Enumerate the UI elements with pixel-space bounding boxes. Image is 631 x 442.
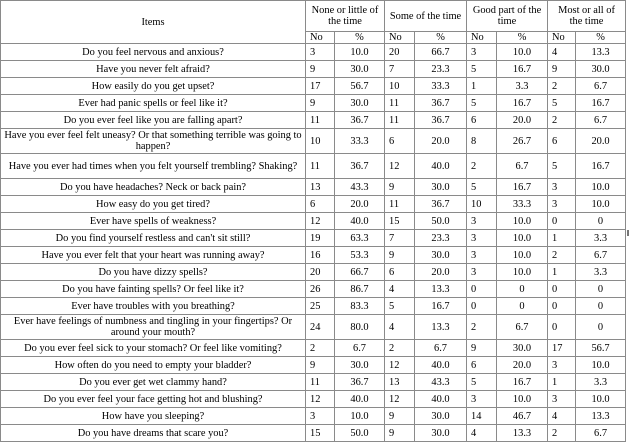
- percent-cell: 53.3: [335, 247, 385, 264]
- sub-header-no: No: [385, 32, 415, 44]
- item-question: Have you ever feel felt uneasy? Or that something terrible was going to happen?: [1, 129, 306, 154]
- table-row: [1, 179, 626, 196]
- item-question: How often do you need to empty your bladder?: [1, 357, 306, 374]
- percent-cell: 36.7: [335, 374, 385, 391]
- percent-cell: 10.0: [497, 230, 548, 247]
- percent-cell: 13.3: [497, 425, 548, 442]
- count-cell: 17: [306, 78, 335, 95]
- count-cell: 4: [385, 281, 415, 298]
- item-question: Ever have spells of weakness?: [1, 213, 306, 230]
- percent-cell: 63.3: [335, 230, 385, 247]
- percent-cell: 6.7: [415, 340, 467, 357]
- count-cell: 14: [467, 408, 497, 425]
- count-cell: 2: [306, 340, 335, 357]
- table-row: [1, 112, 626, 129]
- count-cell: 3: [548, 357, 576, 374]
- item-question: How have you sleeping?: [1, 408, 306, 425]
- percent-cell: 0: [576, 315, 626, 340]
- count-cell: 6: [306, 196, 335, 213]
- percent-cell: 0: [576, 213, 626, 230]
- items-column-header: Items: [1, 1, 306, 44]
- percent-cell: 16.7: [576, 95, 626, 112]
- count-cell: 8: [467, 129, 497, 154]
- table-row: [1, 95, 626, 112]
- count-cell: 3: [467, 391, 497, 408]
- count-cell: 5: [385, 298, 415, 315]
- percent-cell: 56.7: [576, 340, 626, 357]
- group-header-most-or-all: Most or all of the time: [548, 1, 626, 32]
- percent-cell: 20.0: [335, 196, 385, 213]
- item-question: Do you have fainting spells? Or feel like it?: [1, 281, 306, 298]
- percent-cell: 10.0: [335, 44, 385, 61]
- table-row: [1, 264, 626, 281]
- count-cell: 1: [548, 374, 576, 391]
- percent-cell: 86.7: [335, 281, 385, 298]
- percent-cell: 33.3: [335, 129, 385, 154]
- percent-cell: 33.3: [497, 196, 548, 213]
- count-cell: 15: [385, 213, 415, 230]
- item-question: Have you never felt afraid?: [1, 61, 306, 78]
- count-cell: 0: [467, 281, 497, 298]
- count-cell: 4: [548, 408, 576, 425]
- count-cell: 9: [385, 425, 415, 442]
- percent-cell: 30.0: [415, 247, 467, 264]
- count-cell: 9: [385, 408, 415, 425]
- count-cell: 0: [548, 213, 576, 230]
- table-row: [1, 61, 626, 78]
- percent-cell: 36.7: [415, 112, 467, 129]
- percent-cell: 10.0: [576, 357, 626, 374]
- percent-cell: 26.7: [497, 129, 548, 154]
- count-cell: 12: [385, 357, 415, 374]
- percent-cell: 36.7: [335, 154, 385, 179]
- table-row: [1, 129, 626, 154]
- count-cell: 12: [385, 391, 415, 408]
- count-cell: 2: [467, 315, 497, 340]
- table-row: [1, 357, 626, 374]
- percent-cell: 40.0: [335, 391, 385, 408]
- count-cell: 20: [385, 44, 415, 61]
- table-row: [1, 213, 626, 230]
- item-question: Do you feel nervous and anxious?: [1, 44, 306, 61]
- count-cell: 6: [548, 129, 576, 154]
- percent-cell: 6.7: [576, 112, 626, 129]
- percent-cell: 10.0: [497, 44, 548, 61]
- table-row: [1, 298, 626, 315]
- count-cell: 5: [548, 154, 576, 179]
- percent-cell: 56.7: [335, 78, 385, 95]
- percent-cell: 36.7: [335, 112, 385, 129]
- percent-cell: 30.0: [576, 61, 626, 78]
- percent-cell: 30.0: [335, 95, 385, 112]
- item-question: Do you ever feel like you are falling apart?: [1, 112, 306, 129]
- percent-cell: 6.7: [497, 315, 548, 340]
- count-cell: 10: [467, 196, 497, 213]
- table-row: [1, 247, 626, 264]
- percent-cell: 20.0: [576, 129, 626, 154]
- percent-cell: 30.0: [415, 425, 467, 442]
- percent-cell: 10.0: [497, 213, 548, 230]
- percent-cell: 23.3: [415, 230, 467, 247]
- table-row: [1, 230, 626, 247]
- count-cell: 10: [306, 129, 335, 154]
- table-row: [1, 340, 626, 357]
- percent-cell: 3.3: [576, 374, 626, 391]
- count-cell: 9: [385, 247, 415, 264]
- percent-cell: 16.7: [576, 154, 626, 179]
- percent-cell: 6.7: [335, 340, 385, 357]
- count-cell: 1: [467, 78, 497, 95]
- count-cell: 7: [385, 230, 415, 247]
- percent-cell: 16.7: [497, 374, 548, 391]
- percent-cell: 30.0: [335, 61, 385, 78]
- count-cell: 0: [548, 281, 576, 298]
- count-cell: 3: [467, 247, 497, 264]
- table-row: [1, 281, 626, 298]
- count-cell: 3: [306, 408, 335, 425]
- count-cell: 2: [548, 78, 576, 95]
- table-row: [1, 315, 626, 340]
- count-cell: 11: [306, 374, 335, 391]
- item-question: Do you ever feel your face getting hot and blushing?: [1, 391, 306, 408]
- percent-cell: 16.7: [497, 179, 548, 196]
- percent-cell: 0: [576, 281, 626, 298]
- count-cell: 20: [306, 264, 335, 281]
- table-header: [1, 1, 626, 44]
- count-cell: 3: [548, 179, 576, 196]
- percent-cell: 30.0: [415, 179, 467, 196]
- percent-cell: 36.7: [415, 196, 467, 213]
- count-cell: 11: [306, 112, 335, 129]
- count-cell: 10: [385, 78, 415, 95]
- table-row: [1, 44, 626, 61]
- count-cell: 12: [306, 391, 335, 408]
- percent-cell: 10.0: [576, 391, 626, 408]
- count-cell: 2: [385, 340, 415, 357]
- percent-cell: 50.0: [415, 213, 467, 230]
- sub-header-no: No: [306, 32, 335, 44]
- percent-cell: 30.0: [335, 357, 385, 374]
- percent-cell: 0: [497, 298, 548, 315]
- count-cell: 4: [467, 425, 497, 442]
- count-cell: 2: [548, 112, 576, 129]
- percent-cell: 20.0: [415, 264, 467, 281]
- table-row: [1, 425, 626, 442]
- percent-cell: 3.3: [497, 78, 548, 95]
- table-row: [1, 391, 626, 408]
- sub-header-percent: %: [497, 32, 548, 44]
- percent-cell: 3.3: [576, 230, 626, 247]
- count-cell: 11: [385, 95, 415, 112]
- count-cell: 24: [306, 315, 335, 340]
- count-cell: 5: [548, 95, 576, 112]
- sub-header-no: No: [467, 32, 497, 44]
- count-cell: 12: [385, 154, 415, 179]
- percent-cell: 30.0: [497, 340, 548, 357]
- count-cell: 3: [306, 44, 335, 61]
- item-question: Do you ever feel sick to your stomach? Or feel like vomiting?: [1, 340, 306, 357]
- percent-cell: 6.7: [497, 154, 548, 179]
- group-header-good-part: Good part of the time: [467, 1, 548, 32]
- count-cell: 15: [306, 425, 335, 442]
- count-cell: 25: [306, 298, 335, 315]
- count-cell: 9: [467, 340, 497, 357]
- percent-cell: 40.0: [335, 213, 385, 230]
- count-cell: 6: [467, 112, 497, 129]
- table-row: [1, 196, 626, 213]
- item-question: How easily do you get upset?: [1, 78, 306, 95]
- percent-cell: 66.7: [335, 264, 385, 281]
- count-cell: 5: [467, 61, 497, 78]
- percent-cell: 20.0: [497, 112, 548, 129]
- count-cell: 9: [548, 61, 576, 78]
- percent-cell: 10.0: [497, 391, 548, 408]
- percent-cell: 40.0: [415, 391, 467, 408]
- count-cell: 2: [467, 154, 497, 179]
- count-cell: 3: [467, 264, 497, 281]
- percent-cell: 0: [497, 281, 548, 298]
- item-question: Do you ever get wet clammy hand?: [1, 374, 306, 391]
- percent-cell: 50.0: [335, 425, 385, 442]
- count-cell: 5: [467, 374, 497, 391]
- percent-cell: 16.7: [497, 61, 548, 78]
- percent-cell: 10.0: [576, 179, 626, 196]
- count-cell: 11: [385, 112, 415, 129]
- item-question: Do you have dizzy spells?: [1, 264, 306, 281]
- count-cell: 3: [467, 44, 497, 61]
- count-cell: 6: [467, 357, 497, 374]
- table-row: [1, 408, 626, 425]
- percent-cell: 40.0: [415, 357, 467, 374]
- item-question: Have you ever had times when you felt yourself trembling? Shaking?: [1, 154, 306, 179]
- count-cell: 2: [548, 247, 576, 264]
- percent-cell: 66.7: [415, 44, 467, 61]
- count-cell: 3: [467, 230, 497, 247]
- count-cell: 11: [306, 154, 335, 179]
- count-cell: 5: [467, 95, 497, 112]
- count-cell: 0: [467, 298, 497, 315]
- table-body: [1, 44, 626, 442]
- percent-cell: 16.7: [497, 95, 548, 112]
- page-edge-mark: [627, 230, 629, 236]
- sub-header-no: No: [548, 32, 576, 44]
- item-question: Ever have feelings of numbness and tingling in your fingertips? Or around your mouth?: [1, 315, 306, 340]
- table-row: [1, 374, 626, 391]
- count-cell: 2: [548, 425, 576, 442]
- count-cell: 13: [306, 179, 335, 196]
- count-cell: 9: [306, 357, 335, 374]
- percent-cell: 10.0: [497, 247, 548, 264]
- percent-cell: 30.0: [415, 408, 467, 425]
- percent-cell: 20.0: [497, 357, 548, 374]
- count-cell: 0: [548, 298, 576, 315]
- percent-cell: 83.3: [335, 298, 385, 315]
- percent-cell: 36.7: [415, 95, 467, 112]
- count-cell: 13: [385, 374, 415, 391]
- percent-cell: 43.3: [415, 374, 467, 391]
- percent-cell: 10.0: [497, 264, 548, 281]
- item-question: Ever had panic spells or feel like it?: [1, 95, 306, 112]
- percent-cell: 46.7: [497, 408, 548, 425]
- count-cell: 4: [548, 44, 576, 61]
- count-cell: 6: [385, 129, 415, 154]
- percent-cell: 6.7: [576, 247, 626, 264]
- count-cell: 1: [548, 230, 576, 247]
- count-cell: 3: [548, 391, 576, 408]
- percent-cell: 16.7: [415, 298, 467, 315]
- count-cell: 9: [385, 179, 415, 196]
- table-row: [1, 154, 626, 179]
- item-question: Have you ever felt that your heart was running away?: [1, 247, 306, 264]
- group-header-some: Some of the time: [385, 1, 467, 32]
- percent-cell: 6.7: [576, 78, 626, 95]
- percent-cell: 23.3: [415, 61, 467, 78]
- count-cell: 19: [306, 230, 335, 247]
- table-row: [1, 78, 626, 95]
- percent-cell: 3.3: [576, 264, 626, 281]
- sub-header-percent: %: [335, 32, 385, 44]
- percent-cell: 10.0: [335, 408, 385, 425]
- count-cell: 9: [306, 95, 335, 112]
- sub-header-percent: %: [576, 32, 626, 44]
- percent-cell: 0: [576, 298, 626, 315]
- percent-cell: 13.3: [576, 44, 626, 61]
- count-cell: 17: [548, 340, 576, 357]
- count-cell: 6: [385, 264, 415, 281]
- count-cell: 4: [385, 315, 415, 340]
- item-question: Do you find yourself restless and can't sit still?: [1, 230, 306, 247]
- count-cell: 1: [548, 264, 576, 281]
- count-cell: 3: [467, 213, 497, 230]
- percent-cell: 13.3: [415, 315, 467, 340]
- item-question: Do you have dreams that scare you?: [1, 425, 306, 442]
- count-cell: 26: [306, 281, 335, 298]
- item-question: How easy do you get tired?: [1, 196, 306, 213]
- count-cell: 11: [385, 196, 415, 213]
- percent-cell: 33.3: [415, 78, 467, 95]
- item-question: Ever have troubles with you breathing?: [1, 298, 306, 315]
- sub-header-percent: %: [415, 32, 467, 44]
- count-cell: 0: [548, 315, 576, 340]
- percent-cell: 10.0: [576, 196, 626, 213]
- percent-cell: 13.3: [576, 408, 626, 425]
- count-cell: 12: [306, 213, 335, 230]
- percent-cell: 40.0: [415, 154, 467, 179]
- percent-cell: 13.3: [415, 281, 467, 298]
- percent-cell: 80.0: [335, 315, 385, 340]
- count-cell: 7: [385, 61, 415, 78]
- count-cell: 3: [548, 196, 576, 213]
- percent-cell: 6.7: [576, 425, 626, 442]
- count-cell: 9: [306, 61, 335, 78]
- count-cell: 16: [306, 247, 335, 264]
- count-cell: 5: [467, 179, 497, 196]
- percent-cell: 43.3: [335, 179, 385, 196]
- group-header-none-or-little: None or little of the time: [306, 1, 385, 32]
- percent-cell: 20.0: [415, 129, 467, 154]
- item-question: Do you have headaches? Neck or back pain?: [1, 179, 306, 196]
